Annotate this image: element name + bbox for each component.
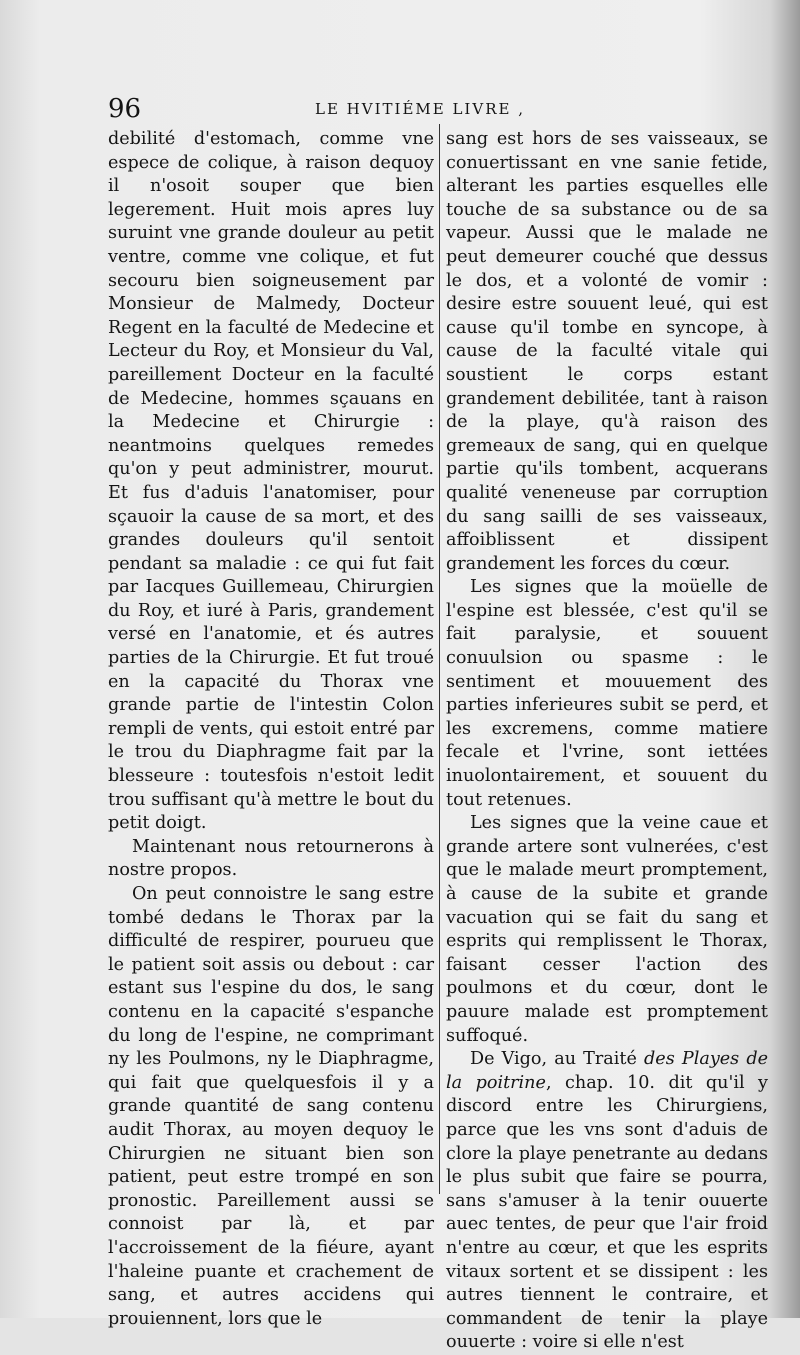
- paragraph: [446, 1048, 768, 1355]
- left-column: [108, 128, 434, 1331]
- paragraph-lead: De Vigo, au Traité: [470, 1049, 637, 1070]
- cited-work-title: des Playes de la poitrine: [446, 1049, 768, 1093]
- right-column: [446, 128, 768, 1355]
- column-divider: [439, 124, 440, 1194]
- paragraph: debilité d'estomach, comme vne espece de colique, à raison dequoy il n'osoit souper que bien legerement. Huit mois apres luy suruint vne grande douleur au petit ventre, comme vne colique, et fut secouru bien soigneusement par Monsieur de Malmedy, Docteur Regent en la faculté de Medecine et Lecteur du Roy, et Monsieur du Val, pareillement Docteur en la faculté de Medecine, hommes sçauans en la Medecine et Chirurgie : neantmoins quelques remedes qu'on y peut administrer, mourut. Et fus d'aduis l'anatomiser, pour sçauoir la cause de sa mort, et des grandes douleurs qu'il sentoit pendant sa maladie : ce qui fut fait par Iacques Guillemeau, Chirurgien du Roy, et iuré à Paris, grandement versé en l'anatomie, et és autres parties de la Chirurgie. Et fut troué en la capacité du Thorax vne grande partie de l'intestin Colon rempli de vents, qui estoit entré par le trou du Diaphragme fait par la blesseure : toutesfois n'estoit ledit trou suffisant qu'à mettre le bout du petit doigt.: [108, 129, 434, 834]
- page-number: 96: [108, 94, 142, 124]
- paragraph: On peut connoistre le sang estre tombé dedans le Thorax par la difficulté de respirer, pourueu que le patient soit assis ou debout : car estant sus l'espine du dos, le sang contenu en la capacité s'espanche du long de l'espine, ne comprimant ny les Poulmons, ny le Diaphragme, qui fait que quelquesfois il y a grande quantité de sang contenu audit Thorax, au moyen dequoy le Chirurgien ne situant bien son patient, peut estre trompé en son pronostic. Pareillement aussi se connoist par là, et par l'accroissement de la fiéure, ayant l'haleine puante et crachement de sang, et autres accidens qui prouiennent, lors que le: [108, 884, 434, 1329]
- paragraph: Les signes que la veine caue et grande artere sont vulnerées, c'est que le malade meurt promptement, à cause de la subite et grande vacuation qui se fait du sang et esprits qui remplissent le Thorax, faisant cesser l'action des poulmons et du cœur, dont le pauure malade est promptement suffoqué.: [446, 813, 768, 1046]
- paragraph-rest: , chap. 10. dit qu'il y discord entre les Chirurgiens, parce que les vns sont d'aduis de clore la playe penetrante au dedans le plus subit que faire se pourra, sans s'amuser à la tenir ouuerte auec tentes, de peur que l'air froid n'entre au cœur, et que les esprits vitaux sortent et se dissipent : les autres tiennent le contraire, et commandent de tenir la playe ouuerte : voire si elle n'est: [446, 1072, 768, 1353]
- paragraph: sang est hors de ses vaisseaux, se conuertissant en vne sanie fetide, alterant les parties esquelles elle touche de sa substance ou de sa vapeur. Aussi que le malade ne peut demeurer couché que dessus le dos, et a volonté de vomir : desire estre souuent leué, qui est cause qu'il tombe en syncope, à cause de la faculté vitale qui soustient le corps estant grandement debilitée, tant à raison de la playe, qu'à raison des gremeaux de sang, qui en quelque partie qu'ils tombent, acquerans qualité veneneuse par corruption du sang sailli de ses vaisseaux, affoiblissent et dissipent grandement les forces du cœur.: [446, 129, 768, 574]
- running-title: LE HVITIÉME LIVRE ,: [315, 100, 525, 118]
- paragraph: Les signes que la moüelle de l'espine est blessée, c'est qu'il se fait paralysie, et souuent conuulsion ou spasme : le sentiment et mouuement des parties inferieures subit se perd, et les excremens, comme matiere fecale et l'vrine, sont iettées inuolontairement, et souuent du tout retenues.: [446, 577, 768, 810]
- paragraph: Maintenant nous retournerons à nostre propos.: [108, 836, 434, 881]
